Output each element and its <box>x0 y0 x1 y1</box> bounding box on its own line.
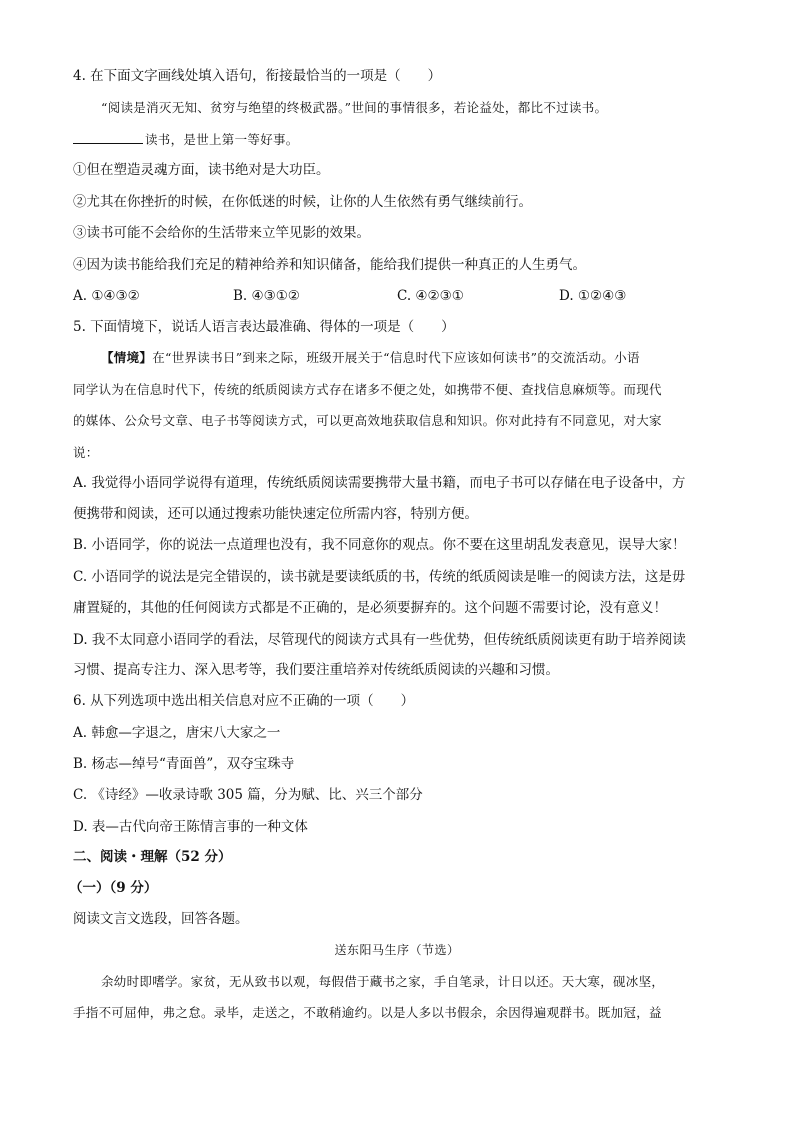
q5-option-d-line1: D. 我不太同意小语同学的看法，尽管现代的阅读方式具有一些优势，但传统纸质阅读更有助于培养阅读 <box>73 632 686 648</box>
q6-stem: 6. 从下列选项中选出相关信息对应不正确的一项（ ） <box>73 693 415 709</box>
q5-option-c-line2: 庸置疑的，其他的任何阅读方式都是不正确的，是必须要摒弃的。这个问题不需要讨论，没有意义！ <box>73 600 667 616</box>
q4-option-c: C. ④②③① <box>397 288 464 304</box>
q4-option-b: B. ④③①② <box>233 288 300 304</box>
q5-stem: 5. 下面情境下，说话人语言表达最准确、得体的一项是（ ） <box>73 319 455 335</box>
q6-option-d: D. 表—古代向帝王陈情言事的一种文体 <box>73 819 308 835</box>
reading-instruction: 阅读文言文选段，回答各题。 <box>73 911 249 927</box>
q5-option-b: B. 小语同学，你的说法一点道理也没有，我不同意你的观点。你不要在这里胡乱发表意见，误导大家！ <box>73 537 686 553</box>
fill-in-blank <box>73 130 143 144</box>
q6-option-b: B. 杨志—绰号“青面兽”，双夺宝珠寺 <box>73 756 295 772</box>
passage-line1: 余幼时即嗜学。家贫，无从致书以观，每假借于藏书之家，手自笔录，计日以还。天大寒，砚冰坚， <box>101 974 665 989</box>
q6-option-a: A. 韩愈—字退之，唐宋八大家之一 <box>73 725 281 741</box>
q5-option-c-line1: C. 小语同学的说法是完全错误的，读书就是要读纸质的书，传统的纸质阅读是唯一的阅读方法，这是毋 <box>73 569 686 585</box>
q5-context-line4: 说： <box>73 445 99 460</box>
context-tag: 【情境】 <box>101 350 153 365</box>
q4-sentence-3: ③读书可能不会给你的生活带来立竿见影的效果。 <box>73 225 370 241</box>
q5-context-line3: 的媒体、公众号文章、电子书等阅读方式，可以更高效地获取信息和知识。你对此持有不同意见，对大家 <box>73 413 662 428</box>
section-heading: 二、阅读・理解（52 分） <box>73 849 232 865</box>
q4-sentence-2: ②尤其在你挫折的时候，在你低迷的时候，让你的人生依然有勇气继续前行。 <box>73 194 532 210</box>
q5-context-line2: 同学认为在信息时代下，传统的纸质阅读方式存在诸多不便之处，如携带不便、查找信息麻烦等。而现代 <box>73 382 662 397</box>
q4-sentence-4: ④因为读书能给我们充足的精神给养和知识储备，能给我们提供一种真正的人生勇气。 <box>73 257 586 273</box>
passage-title: 送东阳马生序（节选） <box>334 943 460 957</box>
q4-sentence-1: ①但在塑造灵魂方面，读书绝对是大功臣。 <box>73 162 330 178</box>
subsection-heading: （一）（9 分） <box>69 880 158 896</box>
q4-option-d: D. ①②④③ <box>559 288 627 304</box>
q4-passage-line1: “阅读是消灭无知、贫穷与绝望的终极武器。”世间的事情很多，若论益处，都比不过读书。 <box>101 100 608 115</box>
q5-option-a-line2: 便携带和阅读，还可以通过搜索功能快速定位所需内容，特别方便。 <box>73 506 478 522</box>
q5-option-a-line1: A. 我觉得小语同学说得有道理，传统纸质阅读需要携带大量书籍，而电子书可以存储在电子设备中，方 <box>73 475 686 491</box>
q5-context-line1: 【情境】在“世界读书日”到来之际，班级开展关于“信息时代下应该如何读书”的交流活动。小语 <box>101 350 640 365</box>
q4-option-a: A. ①④③② <box>73 288 140 304</box>
q6-option-c: C. 《诗经》—收录诗歌 305 篇，分为赋、比、兴三个部分 <box>73 787 423 803</box>
q4-stem: 4. 在下面文字画线处填入语句，衔接最恰当的一项是（ ） <box>73 68 442 84</box>
passage-line2: 手指不可屈伸，弗之怠。录毕，走送之，不敢稍逾约。以是人多以书假余，余因得遍观群书。既加冠，益 <box>73 1005 662 1020</box>
q4-passage-line2: 读书，是世上第一等好事。 <box>73 130 299 150</box>
q5-option-d-line2: 习惯、提高专注力、深入思考等，我们要注重培养对传统纸质阅读的兴趣和习惯。 <box>73 662 559 678</box>
